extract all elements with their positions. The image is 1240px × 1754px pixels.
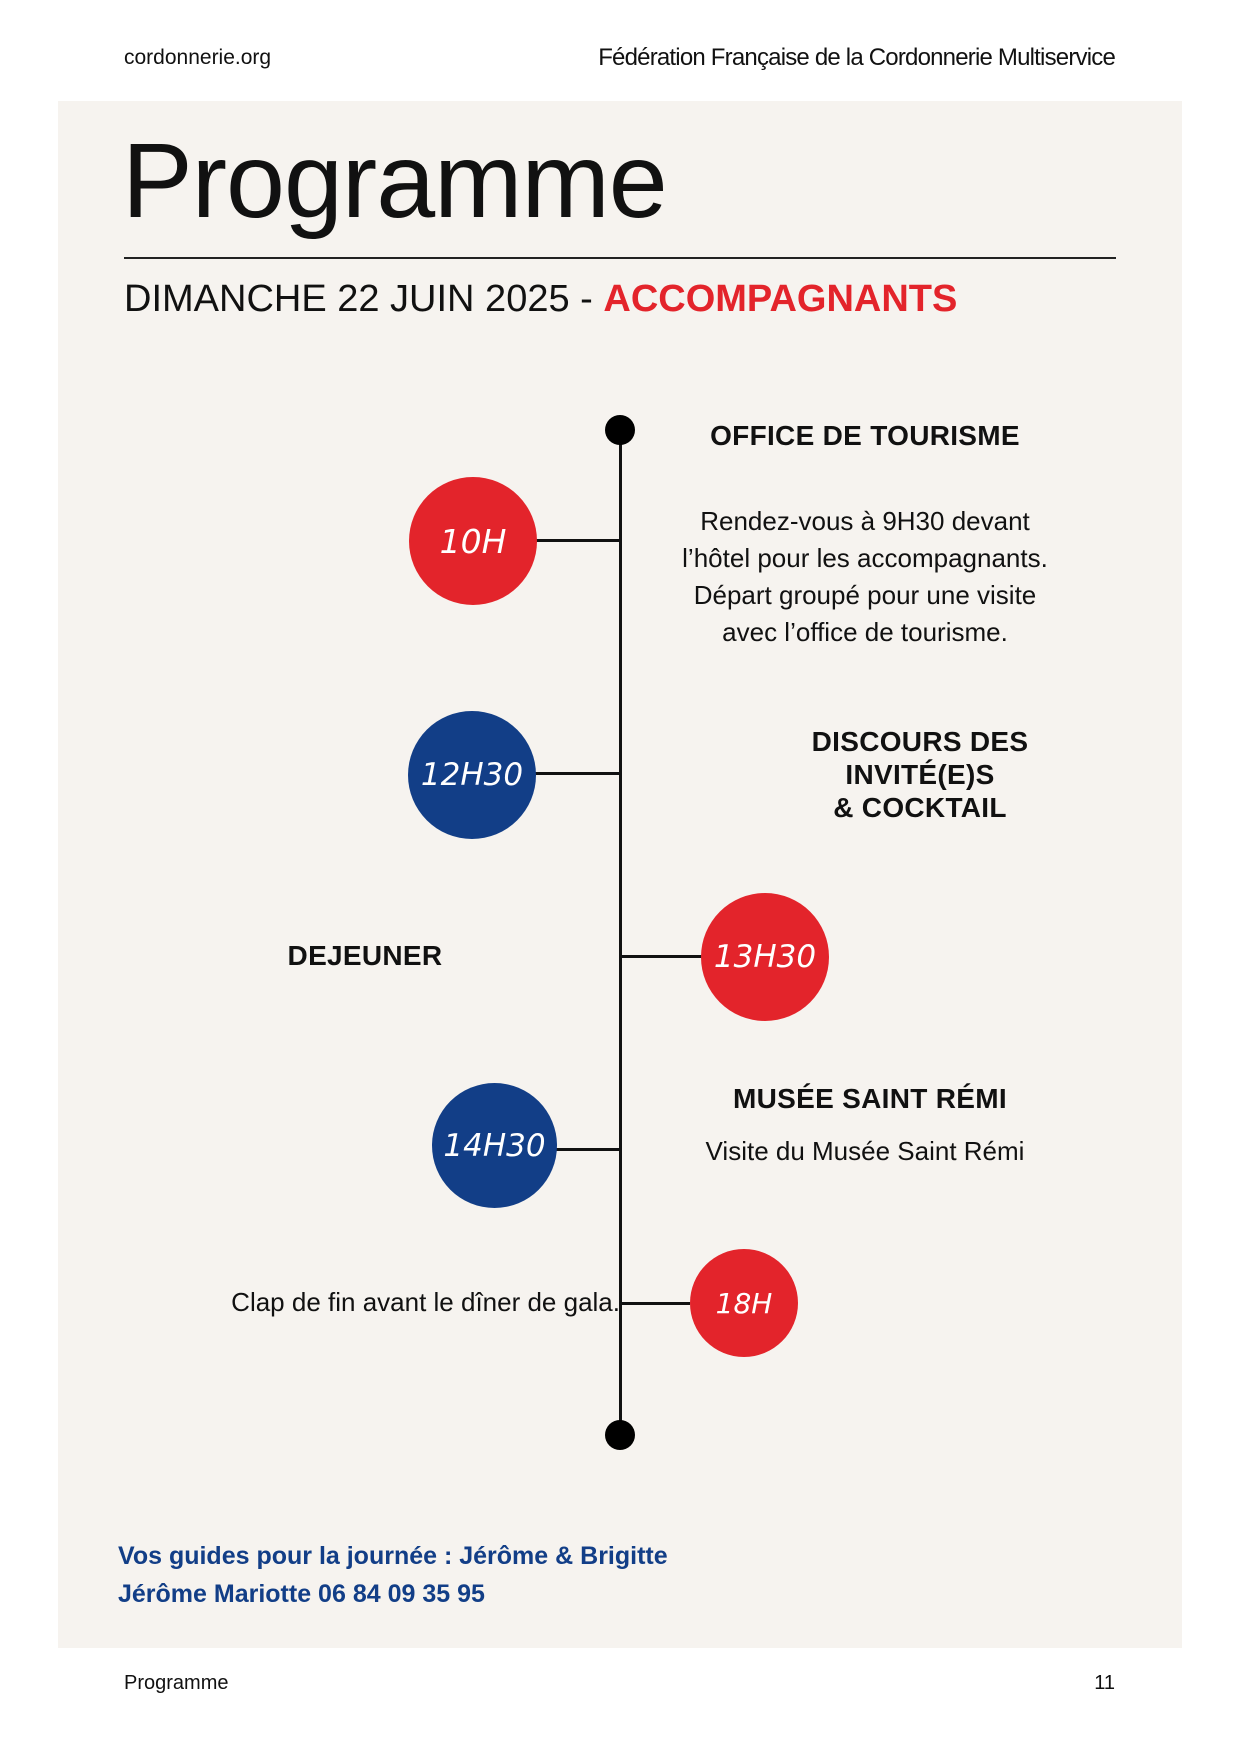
event-description-musee: Visite du Musée Saint Rémi xyxy=(705,1136,1025,1166)
timeline-connector xyxy=(530,539,620,542)
timeline-start-dot xyxy=(605,415,635,445)
timeline-connector xyxy=(550,1148,620,1151)
guides-info xyxy=(118,1537,668,1613)
page-subtitle xyxy=(124,278,957,321)
event-title-musee: MUSÉE SAINT RÉMI xyxy=(733,1083,1007,1114)
time-badge-10h: 10H xyxy=(409,477,537,605)
subtitle-date: DIMANCHE 22 JUIN 2025 - xyxy=(124,278,604,320)
timeline-connector xyxy=(620,1302,690,1305)
page-number: 11 xyxy=(1094,1672,1115,1694)
timeline-connector xyxy=(620,955,710,958)
event-title-dejeuner: DEJEUNER xyxy=(287,940,443,971)
event-description-office-tourisme: Rendez-vous à 9H30 devant l’hôtel pour les accompagnants. Départ groupé pour une visite avec l’office de tourisme. xyxy=(682,506,1048,647)
timeline-end-dot xyxy=(605,1420,635,1450)
site-url: cordonnerie.org xyxy=(124,46,272,69)
organization-name: Fédération Française de la Cordonnerie Multiservice xyxy=(598,44,1115,71)
title-divider xyxy=(124,257,1116,259)
time-badge-13h30: 13H30 xyxy=(701,893,829,1021)
event-title-discours: DISCOURS DES INVITÉ(E)S & COCKTAIL xyxy=(811,726,1029,823)
time-badge-12h30: 12H30 xyxy=(408,711,536,839)
event-description-fin: Clap de fin avant le dîner de gala. xyxy=(231,1287,620,1317)
guide-phone: Jérôme Mariotte 06 84 09 35 95 xyxy=(118,1580,485,1608)
guides-names: Vos guides pour la journée : Jérôme & Brigitte xyxy=(118,1542,668,1570)
subtitle-audience: ACCOMPAGNANTS xyxy=(603,278,958,320)
timeline-connector xyxy=(530,772,620,775)
time-badge-14h30: 14H30 xyxy=(432,1083,557,1208)
footer-label: Programme xyxy=(124,1672,229,1694)
event-title-office-tourisme: OFFICE DE TOURISME xyxy=(710,420,1020,451)
page-title: Programme xyxy=(122,122,667,240)
time-badge-18h: 18H xyxy=(690,1249,798,1357)
